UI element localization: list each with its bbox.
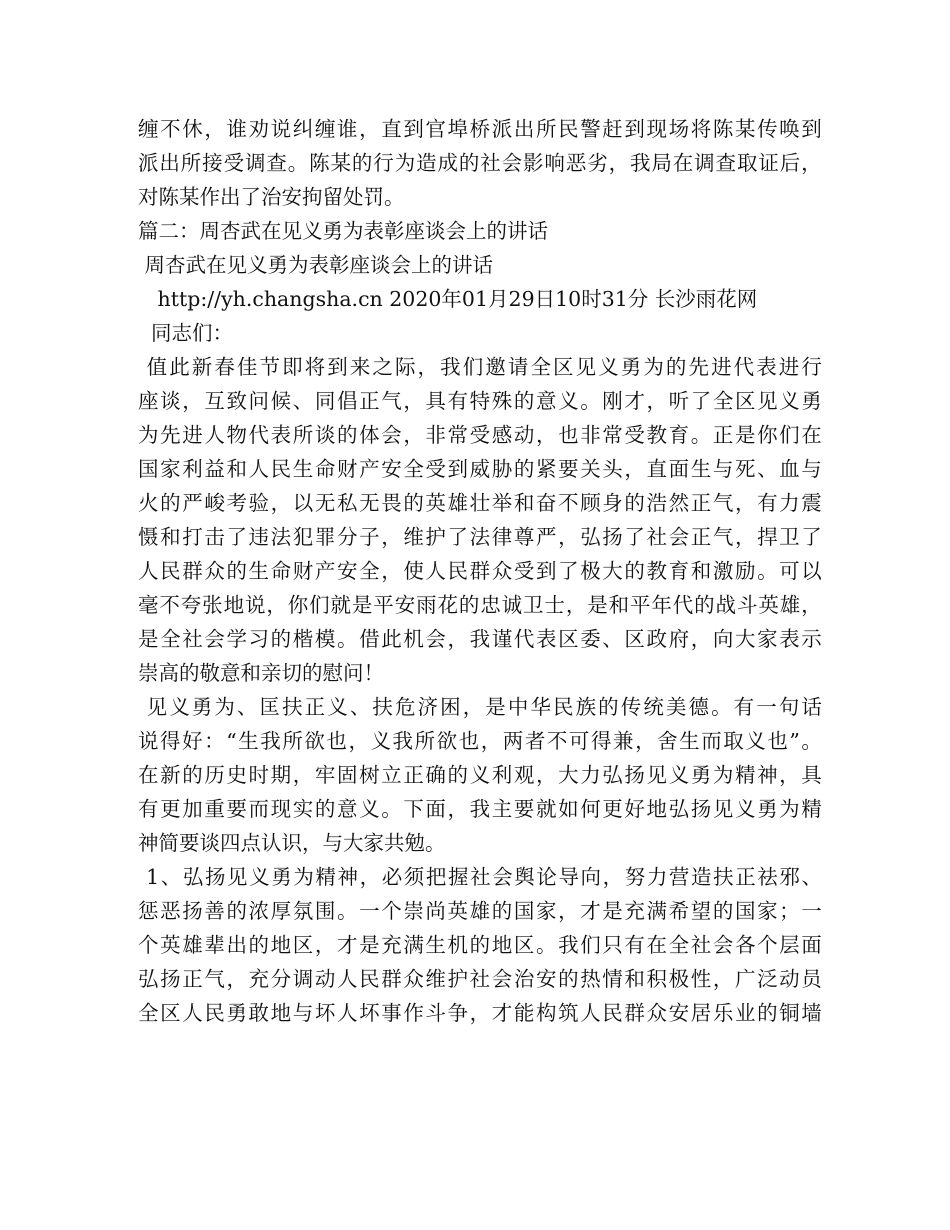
body-text-line: 崇高的敬意和亲切的慰问！ bbox=[138, 661, 384, 685]
body-text-line: 全 区 人 民 勇 敢 地 与 坏 人 坏 事 作 斗 争 ， 才 能 构 筑 人 民 群 众 安 居 乐 业 的 铜 墙 bbox=[138, 1001, 822, 1025]
article-title: 周杏武在见义勇为表彰座谈会上的讲话 bbox=[138, 253, 494, 277]
body-text-line: 慑 和 打 击 了 违 法 犯 罪 分 子 ， 维 护 了 法 律 尊 严 ， 弘 扬 了 社 会 正 气 ， 捍 卫 了 bbox=[138, 525, 822, 549]
body-text-line: 为 先 进 人 物 代 表 所 谈 的 体 会 ， 非 常 受 感 动 ， 也 非 常 受 教 育 。 正 是 你 们 在 bbox=[138, 423, 822, 447]
body-text-line: 人 民 群 众 的 生 命 财 产 安 全 ， 使 人 民 群 众 受 到 了 极 大 的 教 育 和 激 励 。 可 以 bbox=[138, 559, 822, 583]
body-text-line: 对陈某作出了治安拘留处罚。 bbox=[138, 185, 405, 209]
body-text-line: 在 新 的 历 史 时 期 ， 牢 固 树 立 正 确 的 义 利 观 ， 大 力 弘 扬 见 义 勇 为 精 神 ， 具 bbox=[138, 763, 822, 787]
body-text-line: 是 全 社 会 学 习 的 楷 模 。 借 此 机 会 ， 我 谨 代 表 区 委 、 区 政 府 ， 向 大 家 表 示 bbox=[138, 627, 822, 651]
body-text-line: 说 得 好 ： “ 生 我 所 欲 也 ， 义 我 所 欲 也 ， 两 者 不 可 得 兼 ， 舍 生 而 取 义 也 ” 。 bbox=[138, 729, 822, 753]
body-text-line: 见 义 勇 为 、 匡 扶 正 义 、 扶 危 济 困 ， 是 中 华 民 族 的 传 统 美 德 。 有 一 句 话 bbox=[146, 695, 822, 719]
body-text-line: 毫 不 夸 张 地 说 ， 你 们 就 是 平 安 雨 花 的 忠 诚 卫 士 ， 是 和 平 年 代 的 战 斗 英 雄 ， bbox=[138, 593, 822, 617]
body-text-line: 缠 不 休 ， 谁 劝 说 纠 缠 谁 ， 直 到 官 埠 桥 派 出 所 民 警 赶 到 现 场 将 陈 某 传 唤 到 bbox=[138, 117, 822, 141]
numbered-point-line: 1 、 弘 扬 见 义 勇 为 精 神 ， 必 须 把 握 社 会 舆 论 导 向 ， 努 力 营 造 扶 正 祛 邪 、 bbox=[146, 865, 822, 889]
salutation: 同志们： bbox=[138, 321, 234, 345]
body-text-line: 火 的 严 峻 考 验 ， 以 无 私 无 畏 的 英 雄 壮 举 和 奋 不 顾 身 的 浩 然 正 气 ， 有 力 震 bbox=[138, 491, 822, 515]
body-text-line: 有 更 加 重 要 而 现 实 的 意 义 。 下 面 ， 我 主 要 就 如 何 更 好 地 弘 扬 见 义 勇 为 精 bbox=[138, 797, 822, 821]
body-text-line: 座 谈 ， 互 致 问 候 、 同 倡 正 气 ， 具 有 特 殊 的 意 义 。 刚 才 ， 听 了 全 区 见 义 勇 bbox=[138, 389, 822, 413]
body-text-line: 值 此 新 春 佳 节 即 将 到 来 之 际 ， 我 们 邀 请 全 区 见 义 勇 为 的 先 进 代 表 进 行 bbox=[146, 355, 822, 379]
body-text-line: 派 出 所 接 受 调 查 。 陈 某 的 行 为 造 成 的 社 会 影 响 恶 劣 ， 我 局 在 调 查 取 证 后 ， bbox=[138, 151, 822, 175]
body-text-line: 惩 恶 扬 善 的 浓 厚 氛 围 。 一 个 崇 尚 英 雄 的 国 家 ， 才 是 充 满 希 望 的 国 家 ； 一 bbox=[138, 899, 822, 923]
body-text-line: 个 英 雄 辈 出 的 地 区 ， 才 是 充 满 生 机 的 地 区 。 我 们 只 有 在 全 社 会 各 个 层 面 bbox=[138, 933, 822, 957]
section-heading: 篇二：周杏武在见义勇为表彰座谈会上的讲话 bbox=[138, 219, 548, 243]
body-text-line: 神简要谈四点认识，与大家共勉。 bbox=[138, 831, 446, 855]
article-source-line: http://yh.changsha.cn 2020年01月29日10时31分 长沙雨花网 bbox=[138, 287, 758, 311]
body-text-line: 弘 扬 正 气 ， 充 分 调 动 人 民 群 众 维 护 社 会 治 安 的 热 情 和 积 极 性 ， 广 泛 动 员 bbox=[138, 967, 822, 991]
body-text-line: 国 家 利 益 和 人 民 生 命 财 产 安 全 受 到 威 胁 的 紧 要 关 头 ， 直 面 生 与 死 、 血 与 bbox=[138, 457, 822, 481]
